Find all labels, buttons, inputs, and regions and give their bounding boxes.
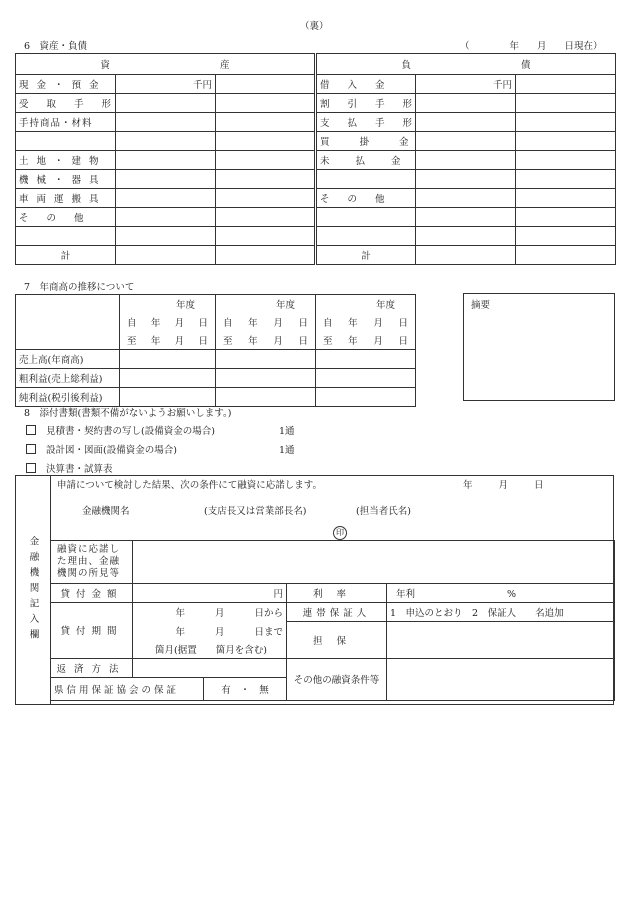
value-cell[interactable] — [120, 369, 216, 388]
table-row — [16, 350, 416, 369]
asset-label — [16, 227, 116, 246]
liability-value-cell[interactable] — [416, 113, 516, 132]
interest-label: 利率 — [287, 584, 387, 603]
guarantor-value[interactable]: 1 申込のとおり 2 保証人 名追加 — [387, 603, 615, 622]
collateral-label: 担保 — [287, 622, 387, 659]
liability-value-cell[interactable] — [416, 170, 516, 189]
value-cell[interactable] — [216, 350, 316, 369]
collateral-field[interactable] — [387, 622, 615, 659]
liability-value-cell[interactable] — [416, 227, 516, 246]
asset-value-cell[interactable] — [216, 170, 316, 189]
liability-value-cell[interactable] — [516, 75, 616, 94]
asset-label: 手持商品・材料 — [16, 113, 116, 132]
liabilities-total-cell[interactable] — [516, 246, 616, 265]
sales-trend-table — [15, 294, 416, 407]
memo-label: 摘要 — [471, 300, 491, 311]
percent-unit: % — [507, 589, 517, 600]
assets-header: 資 産 — [16, 54, 316, 75]
table-row — [16, 113, 616, 132]
net-profit-label: 純利益(税引後利益) — [16, 388, 120, 407]
asset-label: その他 — [16, 208, 116, 227]
table-row — [16, 227, 616, 246]
seal-mark — [333, 526, 347, 540]
assets-total-label: 計 — [16, 246, 116, 265]
from-date: 自 年 月 日 — [316, 313, 416, 331]
table-row — [16, 94, 616, 113]
gross-profit-label: 粗利益(売上総利益) — [16, 369, 120, 388]
attachment-item — [26, 442, 295, 456]
as-of-date: （ 年 月 日現在） — [460, 41, 603, 52]
period-months[interactable]: 箇月(据置 箇月を含む) — [133, 640, 287, 659]
bank-terms-table — [50, 540, 615, 701]
bank-side-label: 金融機関記入欄 — [27, 535, 39, 645]
value-cell[interactable] — [120, 350, 216, 369]
liability-value-cell[interactable] — [516, 170, 616, 189]
reason-field[interactable] — [133, 541, 615, 584]
asset-label: 車両運搬具 — [16, 189, 116, 208]
period-to[interactable]: 年 月 日まで — [133, 622, 287, 640]
to-date: 至 年 月 日 — [216, 331, 316, 350]
liability-label: その他 — [316, 189, 416, 208]
loan-amount-label: 貸付金額 — [51, 584, 133, 603]
from-date: 自 年 月 日 — [120, 313, 216, 331]
total-row — [16, 246, 616, 265]
table-row — [16, 132, 616, 151]
asset-label: 受取手形 — [16, 94, 116, 113]
liabilities-header: 負 債 — [316, 54, 616, 75]
other-conditions-label: その他の融資条件等 — [287, 658, 387, 700]
branch-manager-label: (支店長又は営業部長名) — [204, 506, 307, 517]
liability-label — [316, 170, 416, 189]
to-date: 至 年 月 日 — [316, 331, 416, 350]
liability-value-cell[interactable] — [416, 208, 516, 227]
liabilities-total-cell[interactable] — [416, 246, 516, 265]
seal-label: 印 — [336, 528, 344, 537]
asset-value-cell[interactable] — [216, 132, 316, 151]
liability-label: 割引手形 — [316, 94, 416, 113]
asset-value-cell[interactable] — [116, 189, 216, 208]
attachment-label: 決算書・試算表 — [46, 464, 113, 475]
table-row — [16, 170, 616, 189]
attachment-item — [26, 423, 295, 437]
sales-label: 売上高(年商高) — [16, 350, 120, 369]
liability-value-cell[interactable] — [516, 208, 616, 227]
liabilities-total-label: 計 — [316, 246, 416, 265]
table-row — [16, 388, 416, 407]
memo-box[interactable] — [463, 293, 615, 401]
section-6-title: 6 資産・負債 — [24, 41, 88, 52]
liability-label: 借入金 — [316, 75, 416, 94]
liability-label: 未払金 — [316, 151, 416, 170]
blank-header-cell — [16, 295, 120, 350]
consent-text: 申請について検討した結果、次の条件にて融資に応諾します。 — [57, 480, 323, 491]
from-date: 自 年 月 日 — [216, 313, 316, 331]
asset-value-cell[interactable] — [116, 151, 216, 170]
asset-value-cell[interactable] — [116, 227, 216, 246]
to-date: 至 年 月 日 — [120, 331, 216, 350]
year-label: 年度 — [120, 295, 216, 314]
liability-value-cell[interactable] — [516, 94, 616, 113]
value-cell[interactable] — [316, 388, 416, 407]
liability-value-cell[interactable] — [516, 113, 616, 132]
table-row — [16, 189, 616, 208]
asset-value-cell[interactable] — [216, 208, 316, 227]
assets-total-cell[interactable] — [216, 246, 316, 265]
assets-total-cell[interactable] — [116, 246, 216, 265]
consent-date: 年 月 日 — [463, 480, 544, 491]
liability-value-cell[interactable] — [516, 151, 616, 170]
value-cell[interactable] — [216, 369, 316, 388]
liability-label — [316, 208, 416, 227]
attachment-label: 見積書・契約書の写し(設備資金の場合) — [46, 426, 215, 437]
liability-value-cell[interactable] — [416, 151, 516, 170]
value-cell[interactable] — [120, 388, 216, 407]
liability-value-cell[interactable] — [516, 189, 616, 208]
guarantee-assoc-value[interactable]: 有 ・ 無 — [204, 677, 287, 700]
unit-label: 千円 — [416, 75, 516, 94]
asset-value-cell[interactable] — [116, 208, 216, 227]
liability-value-cell[interactable] — [416, 189, 516, 208]
checkbox[interactable] — [26, 425, 36, 435]
asset-label: 現金・預金 — [16, 75, 116, 94]
guarantor-label: 連帯保証人 — [287, 603, 387, 622]
table-row — [16, 75, 616, 94]
asset-value-cell[interactable] — [116, 170, 216, 189]
asset-value-cell[interactable] — [116, 113, 216, 132]
value-cell[interactable] — [216, 388, 316, 407]
attachment-label: 設計図・図面(設備資金の場合) — [46, 445, 177, 456]
value-cell[interactable] — [316, 350, 416, 369]
asset-value-cell[interactable] — [216, 189, 316, 208]
attachment-count: 1通 — [279, 426, 295, 437]
assets-liabilities-table — [15, 53, 616, 265]
loan-amount-field[interactable] — [133, 584, 287, 603]
liability-value-cell[interactable] — [516, 132, 616, 151]
liability-label: 買掛金 — [316, 132, 416, 151]
unit-label: 千円 — [116, 75, 216, 94]
yen-unit: 円 — [273, 589, 283, 600]
liability-label: 支払手形 — [316, 113, 416, 132]
institution-label: 金融機関名 — [82, 506, 130, 517]
attachment-item — [26, 461, 113, 475]
back-side-label: （裏） — [300, 21, 329, 32]
asset-label: 機械・器具 — [16, 170, 116, 189]
liability-label — [316, 227, 416, 246]
attachment-count: 1通 — [279, 445, 295, 456]
table-row — [16, 208, 616, 227]
interest-value: 年利 — [396, 589, 416, 600]
asset-value-cell[interactable] — [216, 113, 316, 132]
period-label: 貸付期間 — [51, 603, 133, 659]
year-label: 年度 — [316, 295, 416, 314]
guarantee-assoc-label: 県信用保証協会の保証 — [51, 677, 204, 700]
asset-value-cell[interactable] — [116, 132, 216, 151]
period-from[interactable]: 年 月 日から — [133, 603, 287, 622]
section-7-title: 7 年商高の推移について — [24, 282, 135, 293]
checkbox[interactable] — [26, 463, 36, 473]
asset-label: 土地・建物 — [16, 151, 116, 170]
table-row — [16, 151, 616, 170]
liability-value-cell[interactable] — [416, 94, 516, 113]
repay-field[interactable] — [133, 658, 287, 677]
asset-value-cell[interactable] — [216, 75, 316, 94]
asset-label — [16, 132, 116, 151]
asset-value-cell[interactable] — [216, 227, 316, 246]
asset-value-cell[interactable] — [116, 94, 216, 113]
liability-value-cell[interactable] — [516, 227, 616, 246]
value-cell[interactable] — [316, 369, 416, 388]
asset-value-cell[interactable] — [216, 94, 316, 113]
bank-side-column — [15, 475, 51, 705]
repay-label: 返済方法 — [51, 658, 133, 677]
other-conditions-field[interactable] — [387, 658, 615, 700]
interest-field[interactable] — [387, 584, 615, 603]
table-row — [16, 369, 416, 388]
person-in-charge-label: (担当者氏名) — [356, 506, 411, 517]
section-8-title: 8 添付書類(書類不備がないようお願いします。) — [24, 408, 232, 419]
reason-label: 融資に応諾した理由、金融機関の所見等 — [51, 541, 133, 584]
checkbox[interactable] — [26, 444, 36, 454]
asset-value-cell[interactable] — [216, 151, 316, 170]
year-label: 年度 — [216, 295, 316, 314]
